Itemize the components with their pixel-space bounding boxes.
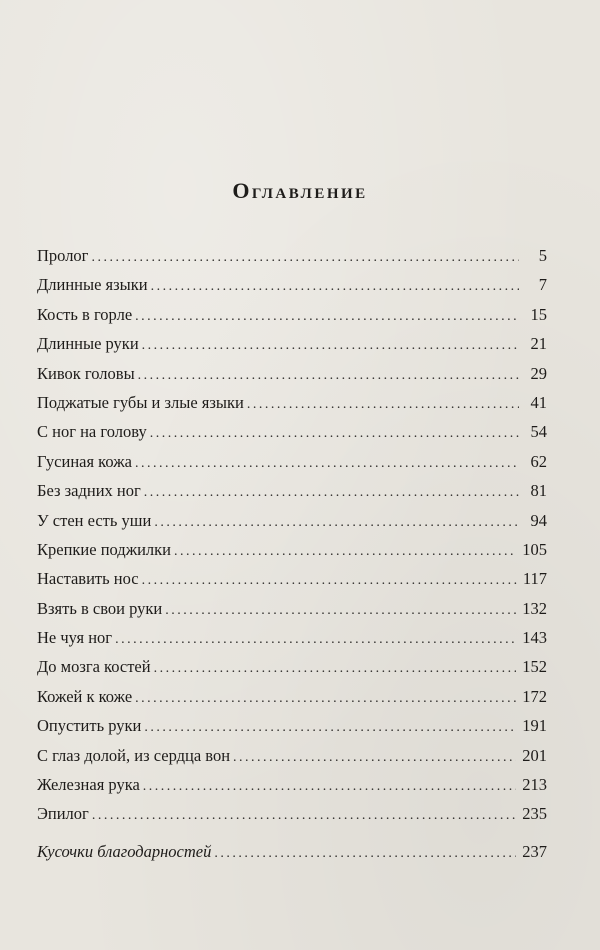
dot-leader [151, 272, 519, 301]
toc-entry-title: С глаз долой, из сердца вон [37, 745, 231, 765]
toc-entry-page: 132 [522, 598, 547, 618]
toc-entry-page: 172 [522, 686, 547, 706]
toc-entry-page: 81 [530, 481, 547, 501]
toc-entry-title: Без задних ног [37, 481, 141, 501]
toc-entry [37, 329, 547, 358]
toc-entry [37, 682, 547, 711]
dot-leader [91, 243, 519, 272]
toc-entry [37, 594, 547, 623]
toc-entry-page: 15 [530, 304, 547, 324]
toc-entry-page: 117 [522, 569, 547, 589]
toc-entry-page: 143 [522, 628, 547, 648]
toc-entry [37, 770, 547, 799]
dot-leader [142, 566, 517, 595]
toc-entry [37, 417, 547, 446]
dot-leader [150, 419, 519, 448]
toc-entry [37, 241, 547, 270]
toc-entry-title: До мозга костей [37, 657, 151, 677]
dot-leader [138, 361, 519, 390]
toc-entry-page: 5 [538, 246, 547, 265]
toc-entry-page: 21 [530, 334, 547, 354]
toc-entry [37, 300, 547, 329]
toc-entry-title: Кивок головы [37, 363, 135, 383]
toc-entry-page: 191 [522, 716, 547, 736]
dot-leader [92, 801, 516, 830]
toc-entry-title: С ног на голову [37, 422, 147, 442]
toc-entry-page: 29 [530, 363, 547, 383]
toc-entry [37, 652, 547, 681]
toc-entry-title: Гусиная кожа [37, 451, 132, 471]
toc-entry-title: Кусочки благодарностей [37, 841, 212, 861]
dot-leader [214, 839, 516, 868]
toc-entry-page: 152 [522, 657, 547, 677]
toc-entry-page: 201 [522, 745, 547, 765]
toc-entry [37, 476, 547, 505]
toc-entry-acknowledgements [37, 837, 547, 866]
dot-leader [135, 684, 516, 713]
toc-entry [37, 623, 547, 652]
toc-entry-page: 235 [522, 804, 547, 824]
toc-entry [37, 535, 547, 564]
dot-leader [174, 537, 516, 566]
dot-leader [115, 625, 516, 654]
toc-entry-page: 237 [522, 841, 547, 861]
toc-entry [37, 799, 547, 828]
toc-entry [37, 711, 547, 740]
dot-leader [154, 508, 519, 537]
toc-entry-title: Крепкие поджилки [37, 539, 172, 559]
toc-entry-page: 213 [522, 775, 547, 795]
dot-leader [233, 743, 516, 772]
dot-leader [142, 331, 519, 360]
toc-entry-title: Кость в горле [37, 304, 133, 324]
toc-entry-title: Кожей к коже [37, 686, 133, 706]
toc-entry-title: Пролог [37, 246, 89, 265]
table-of-contents [37, 241, 547, 866]
toc-entry [37, 270, 547, 299]
dot-leader [154, 654, 517, 683]
toc-entry-page: 62 [530, 451, 547, 471]
toc-entry [37, 447, 547, 476]
toc-entry-title: Не чуя ног [37, 628, 113, 648]
dot-leader [144, 478, 519, 507]
dot-leader [165, 596, 516, 625]
toc-entry [37, 359, 547, 388]
toc-entry-title: Длинные руки [37, 334, 139, 354]
dot-leader [144, 713, 516, 742]
toc-entry-page: 94 [530, 510, 547, 530]
toc-entry-page: 105 [522, 539, 547, 559]
dot-leader [247, 390, 519, 419]
dot-leader [143, 772, 516, 801]
toc-entry [37, 506, 547, 535]
toc-entry-title: Поджатые губы и злые языки [37, 392, 244, 412]
toc-entry-title: Железная рука [37, 775, 140, 795]
toc-entry-title: Взять в свои руки [37, 598, 163, 618]
toc-entry-page: 41 [530, 392, 547, 412]
toc-entry-title: Эпилог [37, 804, 89, 824]
dot-leader [135, 302, 519, 331]
toc-entry-page: 7 [538, 275, 547, 295]
toc-entry-title: Наставить нос [37, 569, 139, 589]
toc-entry [37, 388, 547, 417]
toc-entry-title: Опустить руки [37, 716, 142, 736]
toc-entry [37, 564, 547, 593]
toc-entry [37, 741, 547, 770]
toc-entry-title: Длинные языки [37, 275, 148, 295]
page-title: Оглавление [232, 178, 368, 203]
dot-leader [135, 449, 519, 478]
toc-entry-title: У стен есть уши [37, 510, 152, 530]
toc-entry-page: 54 [530, 422, 547, 442]
